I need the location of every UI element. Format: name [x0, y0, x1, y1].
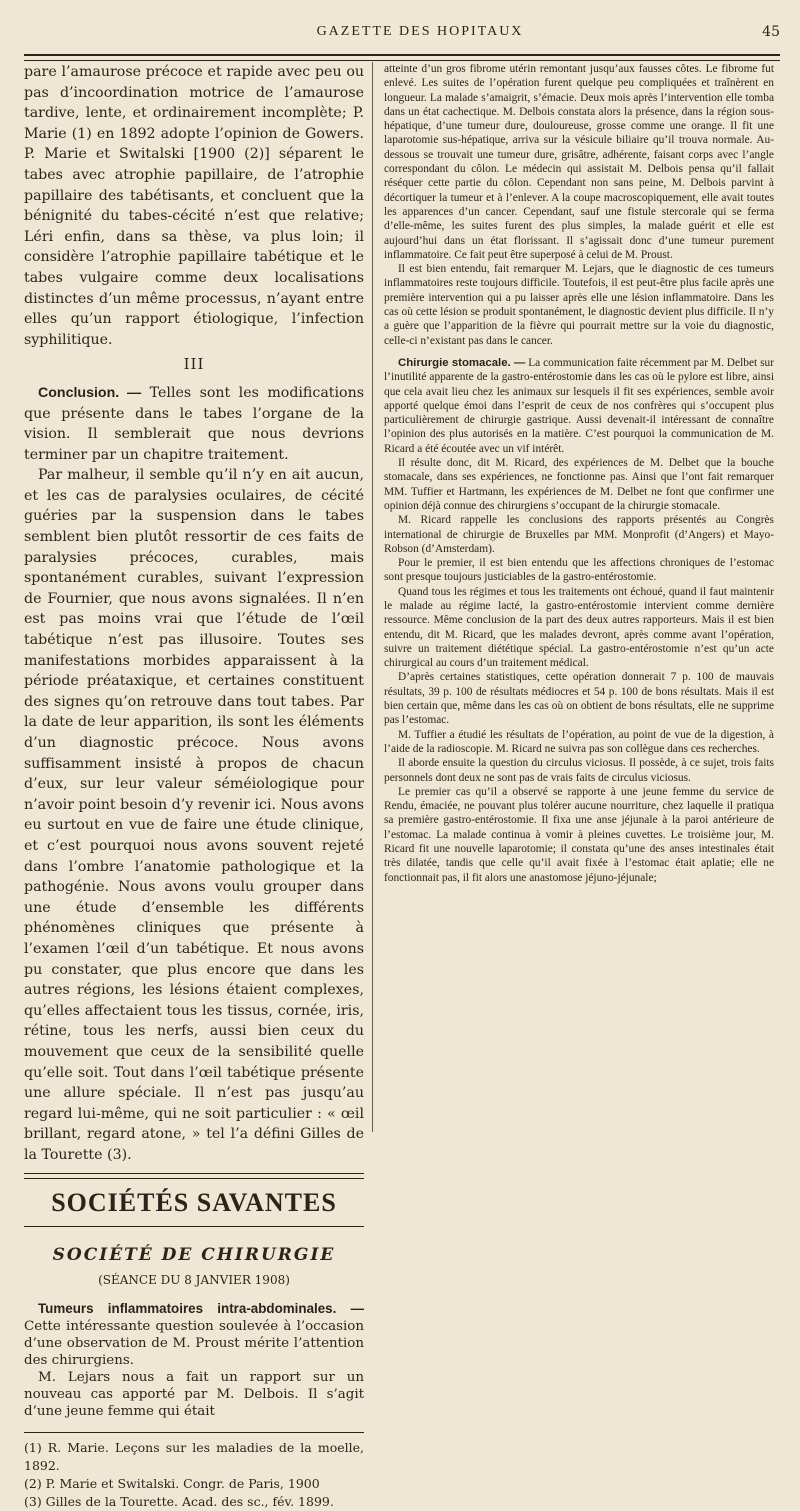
paragraph: Par malheur, il semble qu’il n’y en ait aucun, et les cas de paralysies oculaires, de cécité guéries par la suspension dans le tabes semblent bien plutôt ressortir de ces faits de paralysies précoces, curables, mais spontanément curables, suivant l’expression de Fournier, que nous avons signalées. Il n’en est pas moins vrai que l’étude de l’œil tabétique n’est pas illusoire. Toutes ses manifestations morbides apparaissent à la période préataxique, et certaines constituent des signes qu’on retrouve dans tout tabes. Par la date de leur apparition, ils sont les éléments d’un diagnostic précoce. Nous avons suffisamment insisté à propos de chacun d’eux, sur leur valeur séméiologique pour n’avoir point besoin d’y revenir ici. Nous avons eu surtout en vue de faire une étude clinique, et c’est pourquoi nous avons souvent rejeté dans l’ombre l’anatomie pathologique et la pathogénie. Nous avons voulu grouper dans une étude d’ensemble les différents phénomènes cliniques que présente à l’examen l’œil d’un tabétique. Et nous avons pu constater, que plus encore que dans les autres régions, les lésions étaient complexes, qu’elles affectaient tous les tissus, cornée, iris, rétine, tous les nerfs, aussi bien ceux du mouvement que ceux de la sensibilité quelle qu’elle soit. Tout dans l’œil tabétique présente une allure spéciale. Il n’est pas jusqu’au regard lui-même, qui ne soit particulier : « œil brillant, regard atone, » tel l’a défini Gilles de la Tourette (3). — [24, 467, 364, 1163]
page-header — [60, 18, 780, 46]
footnotes — [24, 1432, 364, 1511]
section-rule — [24, 1226, 364, 1227]
left-column — [24, 62, 364, 1511]
conclusion-heading: Conclusion. — — [38, 384, 142, 401]
paragraph: Il est bien entendu, fait remarquer M. Lejars, que le diagnostic de ces tumeurs inflammatoires reste toujours difficile. Toutefois, il est peut-être plus facile après une première intervention qui a pu laisser après elle une lésion inflammatoire. Dans les cas où cette lésion se produit spontanément, le diagnostic devient plus difficile. Il n’y a guère que l’apparition de la fièvre qui pourrait mettre sur la voie du diagnostic, celle-ci n’existant pas dans le cancer. — [384, 263, 774, 347]
footnote: (3) Gilles de la Tourette. Acad. des sc., fév. 1899. — [24, 1494, 334, 1510]
report-block — [24, 1300, 364, 1420]
tumeurs-heading: Tumeurs inflammatoires intra-abdominales. — — [38, 1301, 364, 1317]
footnote: (1) R. Marie. Leçons sur les maladies de la moelle, 1892. — [24, 1440, 364, 1474]
paragraph: M. Ricard rappelle les conclusions des rapports présentés au Congrès international de chirurgie de Bruxelles par MM. Monprofit (d’Angers) et Mayo-Robson (d’Amsterdam). — [384, 514, 774, 555]
tumeurs-paragraph — [24, 1300, 364, 1369]
paragraph: Le premier cas qu’il a observé se rapporte à une jeune femme du service de Rendu, émaciée, ne pouvant plus tolérer aucune nourriture, chez laquelle il pratiqua sa première gastro-entérostomie. Il fixa une anse jéjunale à la paroi antérieure de l’estomac. La malade continua à vomir à pleines cuvettes. Le troisième jour, M. Ricard fit une nouvelle laparotomie; il constata qu’une des anses intestinales était très dilatée, tandis que celle qu’il avait fixée à l’estomac était aplatie; elle ne fonctionnait pas, il fit alors une anastomose jéjuno-jéjunale; — [384, 785, 774, 884]
publication-title: GAZETTE DES HOPITAUX — [316, 24, 524, 39]
chirurgie-heading: Chirurgie stomacale. — — [398, 356, 526, 369]
chirurgie-paragraph — [384, 356, 774, 456]
paragraph: M. Tuffier a étudié les résultats de l’opération, au point de vue de la digestion, à l’aide de la radioscopie. M. Ricard ne suivra pas son collègue dans ces recherches. — [384, 728, 774, 755]
conclusion-text: Telles sont les modifications que présente dans le tabes l’organe de la vision. Il semblerait que nous devrions terminer par un chapitre traitement. — [24, 384, 365, 463]
footnote: (2) P. Marie et Switalski. Congr. de Paris, 1900 — [24, 1476, 320, 1492]
section-numeral: III — [183, 355, 205, 374]
session-date: (SÉANCE DU 8 JANVIER 1908) — [98, 1272, 290, 1287]
section-rule — [24, 1173, 364, 1179]
paragraph: Il aborde ensuite la question du circulus viciosus. Il possède, à ce sujet, trois faits personnels dont deux ne sont pas de vrais faits de circulus viciosus. — [384, 757, 774, 784]
society-name: SOCIÉTÉ DE CHIRURGIE — [52, 1245, 336, 1266]
paragraph: D’après certaines statistiques, cette opération donnerait 7 p. 100 de mauvais résultats, 39 p. 100 de résultats médiocres et 54 p. 100 de bons résultats. Mais il est bien certain que, même dans les cas où on obtient de bons résultats, elle ne supprime pas l’estomac. — [384, 671, 774, 727]
tumeurs-text: Cette intéressante question soulevée à l’occasion d’une observation de M. Proust mérite l’attention des chirurgiens. — [24, 1319, 364, 1369]
right-column — [384, 62, 774, 885]
paragraph: pare l’amaurose précoce et rapide avec peu ou pas d’incoordination motrice de l’amaurose tardive, lente, et ordinairement incomplète; P. Marie (1) en 1892 adopte l’opinion de Gowers. P. Marie et Switalski [1900 (2)] séparent le tabes avec atrophie papillaire, de l’atrophie papillaire des tabétisants, et concluent que la bénignité du tabes-cécité n’est que relative; Léri enfin, dans sa thèse, va plus loin; il considère l’atrophie papillaire tabétique et le tabes vulgaire comme deux localisations distinctes d’un même processus, n’ayant entre elles qu’un rapport étiologique, l’infection syphilitique. — [24, 64, 364, 348]
conclusion-paragraph — [24, 383, 364, 465]
paragraph: M. Lejars nous a fait un rapport sur un nouveau cas apporté par M. Delbois. Il s’agit d’une jeune femme qui était — [24, 1370, 364, 1420]
column-divider — [372, 62, 373, 1132]
page-number: 45 — [762, 24, 780, 40]
paragraph: Quand tous les régimes et tous les traitements ont échoué, quand il faut maintenir le malade au régime lacté, la gastro-entérostomie intervient comme dernière ressource. Même conclusion de la part des deux autres rapporteurs. Mais il est bien entendu, dit M. Ricard, que les malades devront, après comme avant l’opération, suivre un traitement diététique spécial. La gastro-entérostomie n’est qu’un acte chirurgical au cours d’un traitement médical. — [384, 585, 774, 670]
paragraph: atteinte d’un gros fibrome utérin remontant jusqu’aux fausses côtes. Le fibrome fut enlevé. Les suites de l’opération furent quelque peu compliquées et traînèrent en longueur. La malade s’amaigrit, s’émacie. Deux mois après l’intervention elle tomba dans un état cachectique. M. Delbois constata alors la présence, dans la région sous-hépatique, d’une tumeur dure, douloureuse, grosse comme une orange. Il fit une laparotomie sus-hépatique, arriva sur la vésicule biliaire qu’il trouva normale. Au-dessous se trouvait une tumeur dure, grisâtre, adhérente, faisant corps avec l’angle correspondant du côlon. Le médecin qui assistait M. Delbois pensa qu’il fallait réséquer cette partie du côlon. Cependant non sans peine, M. Delbois parvint à décortiquer la tumeur et à l’enlever. A la coupe macroscopiquement, elle avait toutes les apparences d’un cancer. Cependant, sauf une fistule stercorale qui se ferma d’elle-même, les suites furent des plus simples, la malade guérit et elle est aujourd’hui dans un état florissant. Il s’agissait donc d’une tumeur purement inflammatoire. Ce fait peut être superposé à celui de M. Proust. — [384, 63, 774, 261]
paragraph: Il résulte donc, dit M. Ricard, des expériences de M. Delbet que la bouche stomacale, dans ses expériences, ne fonctionne pas. Ainsi que l’ont fait remarquer MM. Tuffier et Hartmann, les expériences de M. Delbet ne font que confirmer une opinion déjà connue des chirurgiens s’occupant de la chirurgie stomacale. — [384, 457, 774, 512]
section-title: SOCIÉTÉS SAVANTES — [51, 1188, 337, 1218]
chirurgie-text: La communication faite récemment par M. Delbet sur l’inutilité apparente de la gastro-entérostomie dans les cas où le pylore est libre, ainsi que cela avait lieu chez les animaux sur lesquels il fit ses expériences, semble avoir apporté quelque émoi dans l’esprit de ceux de nos confrères qui s’occupent plus particulièrement de chirurgie gastrique. Aussi devenait-il intéressant de connaître l’opinion des plus autorisés en la matière. C’est pourquoi la communication de M. Ricard a été écoutée avec un vif intérêt. — [384, 356, 774, 455]
header-rule — [24, 54, 780, 61]
paragraph: Pour le premier, il est bien entendu que les affections chroniques de l’estomac sont presque toujours justiciables de la gastro-entérostomie. — [384, 557, 774, 584]
